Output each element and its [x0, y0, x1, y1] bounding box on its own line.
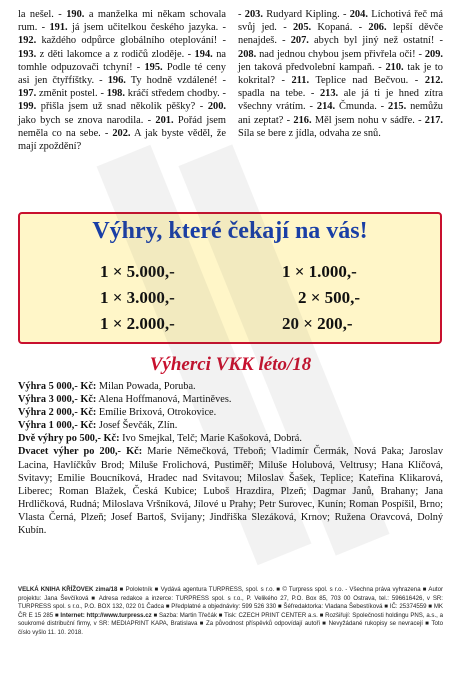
winner-paragraph-200	[18, 445, 443, 537]
answer-number: 190.	[66, 9, 85, 20]
internet-link: Internet: http://www.turpress.cz	[60, 611, 152, 619]
answer-text: Síla se bere z jídla, odvaha ze snů.	[238, 127, 381, 139]
winner-line	[18, 393, 443, 406]
answer-number: 211.	[291, 75, 310, 87]
prize-2: 1 × 1.000,-	[282, 262, 357, 281]
answer-text: Ty hodně vzdálené! -	[125, 75, 226, 87]
winner-text: Ivo Smejkal, Telč; Marie Kašoková, Dobrá.	[119, 433, 302, 445]
answer-text: z děti lakomce a z rodičů zloděje. -	[36, 48, 195, 60]
answer-text: a manželka mi někam schovala rum. -	[18, 9, 226, 34]
answer-number: 210.	[385, 61, 404, 73]
prize-6: 20 × 200,-	[282, 314, 353, 333]
winner-label: Dvě výhry po 500,- Kč:	[18, 433, 120, 445]
answer-number: 217.	[424, 114, 443, 126]
imprint-footer	[18, 586, 443, 638]
prize-5: 1 × 2.000,-	[100, 314, 175, 333]
answer-text: každého odpůrce globálního oteplování! -	[36, 35, 226, 47]
answer-text: Teplice nad Bečvou. -	[309, 75, 425, 87]
answer-number: 214.	[316, 101, 336, 113]
answer-text: abych byl jiný než ostatní! -	[308, 35, 443, 47]
answer-text: -	[238, 9, 245, 20]
winner-text: Marie Němečková, Třeboň; Vladimír Čermák, Nová Paka; Jaroslav Lacina, Havlíčkův Brod; Miluše Frolichová, Pustiměř; Miluše Holubová, Veltrusy; Hana Klíčová, Svitavy; Emilie Boucníková, Hradec nad Svitavou; Miloslav Šašek, Teplice; Kateřina Klikarová, Liberec; Roman Blažek, Česká Kubice; Luboš Hrazdira, Plzeň; Dagmar Janů, Brahany; Jana Hrdličková, Rudná; Miloslava Vršníková, Jílové u Prahy; Petr Surovec, Kunín; Roman Pospíšil, Brno; Vlasta Černá, Plzeň; Josef Bartoš, Svijany; Jindřiška Slezáková, Krnov; Ružena Oravcová, Dolný Kubín.	[18, 446, 443, 537]
answer-number: 200.	[207, 101, 226, 113]
winner-line	[18, 432, 443, 445]
winners-title: Výherci VKK léto/18	[149, 354, 312, 375]
answer-text: přišla jsem už snad několik pěšky? -	[36, 101, 208, 113]
winner-text: Josef Ševčák, Zlín.	[96, 420, 178, 432]
answer-text: já jsem učitelkou českého jazyka. -	[67, 22, 226, 34]
winner-text: Milan Powada, Poruba.	[96, 381, 196, 392]
answer-text: Čmunda. -	[335, 101, 389, 113]
winner-line	[18, 419, 443, 432]
answer-number: 201.	[155, 114, 174, 126]
prize-box-title: Výhry, které čekají na vás!	[92, 218, 368, 244]
answer-number: 191.	[49, 22, 68, 34]
answer-text: kráčí středem chodby. -	[124, 88, 226, 100]
answer-text: Podle té ceny asi jen čtyřfíštky. -	[18, 61, 226, 87]
answer-number: 212.	[424, 75, 443, 87]
answer-number: 192.	[18, 35, 37, 47]
prize-1: 1 × 5.000,-	[100, 262, 175, 281]
winner-line	[18, 380, 443, 393]
imprint-text-2: ■ Sazba: Martin Třečák ■ Tisk: CZECH PRINT CENTER a.s. ■ Rozšiřují: Společnosti holdingu PNS, a.s., a soukromé distribuční firmy, v SR: MEDIAPRINT KAPA, Bratislava ■ Za původnost příspěvků odpovídají autoři ■ Nevyžádané rukopisy se nevracejí ■ Toto číslo vyšlo 11. 10. 2018.	[18, 611, 443, 636]
answer-number: 206.	[368, 22, 387, 34]
answer-number: 207.	[290, 35, 309, 47]
winner-label: Výhra 2 000,- Kč:	[18, 407, 97, 419]
answer-number: 208.	[238, 48, 257, 60]
prize-box	[18, 212, 442, 344]
answer-text: změnit postel. -	[36, 88, 107, 100]
answer-text: jen taková předvolební kampaň. -	[238, 61, 386, 73]
answer-number: 216.	[293, 114, 312, 126]
answer-text: tak je to kokrital? -	[238, 61, 443, 87]
answer-text: nemůžu ani zeptat? -	[238, 101, 443, 126]
answers-right-column	[238, 8, 443, 140]
answer-text: ale já ti je hned zítra všechny vrátím. -	[238, 88, 444, 113]
answer-text: na tomhle odpuzovači tchyní! -	[18, 48, 227, 73]
answers-left-column	[18, 8, 226, 153]
answer-number: 203.	[244, 9, 263, 20]
prize-3: 1 × 3.000,-	[100, 288, 175, 307]
answer-text: la nešel. -	[18, 9, 67, 20]
answer-text: spadla na tebe. -	[238, 88, 320, 100]
winner-label: Dvacet výher po 200,- Kč:	[18, 446, 143, 458]
answer-number: 213.	[319, 88, 339, 100]
winner-label: Výhra 3 000,- Kč:	[18, 394, 97, 406]
answer-number: 194.	[194, 48, 213, 60]
prize-4: 2 × 500,-	[298, 288, 361, 307]
imprint-text: ■ Pololetník ■ Vydává agentura TURPRESS, spol. s r.o. ■ © Turpress spol. s r.o. - Všechna práva vyhrazena ■ Autor projektu: Jana Ševčíková ■ Adresa redakce a inzerce: TURPRESS spol. s r.o., P. Velikého 27, P.O. Box 85, 703 00 Ostrava, tel.: 596616426, v SR: TURPRESS spol. s r.o., P.O. BOX 132, 022 01 Čadca ■ Předplatné a objednávky: 599 526 330 ■ Šéfredaktorka: Vladana Šebestíková ■ IČ: 25374559 ■ MK ČR E 15 285 ■	[18, 586, 444, 619]
answer-number: 193.	[18, 48, 37, 60]
answer-number: 205.	[292, 22, 312, 34]
winners-list	[18, 380, 443, 537]
winner-line	[18, 406, 443, 419]
answer-number: 202.	[112, 127, 131, 139]
answer-number: 197.	[18, 88, 37, 100]
answer-number: 204.	[349, 9, 368, 20]
answer-text: Pořád jsem neměla co na sebe. -	[18, 114, 226, 139]
answer-text: Rudyard Kipling. -	[262, 9, 350, 20]
winner-label: Výhra 5 000,- Kč:	[18, 381, 97, 392]
answer-text: nad jednou chybou jsem přivřela oči! -	[256, 48, 425, 60]
answer-number: 198.	[106, 88, 125, 100]
answer-text: A jak byste věděl, že mají zpoždění?	[18, 127, 227, 153]
answer-number: 195.	[144, 61, 163, 73]
winner-text: Emílie Brixová, Otrokovice.	[96, 407, 217, 419]
publication-name: VELKÁ KNIHA KŘÍŽOVEK zima/18	[18, 586, 118, 593]
answer-text: Líchotivá řeč má svůj jed. -	[238, 9, 444, 34]
winner-label: Výhra 1 000,- Kč:	[18, 420, 97, 432]
answer-number: 209.	[424, 48, 443, 60]
answer-text: Kopaná. -	[311, 22, 369, 34]
answer-number: 196.	[107, 75, 126, 87]
answer-number: 215.	[388, 101, 407, 113]
answer-text: lepší děvče nenajdeš. -	[238, 22, 444, 47]
answer-text: Měl jsem nohu v sádře. -	[311, 114, 425, 126]
winner-text: Alena Hoffmanová, Martiněves.	[96, 394, 232, 406]
answer-text: jako bych se znova narodila. -	[18, 114, 156, 126]
answer-number: 199.	[18, 101, 37, 113]
